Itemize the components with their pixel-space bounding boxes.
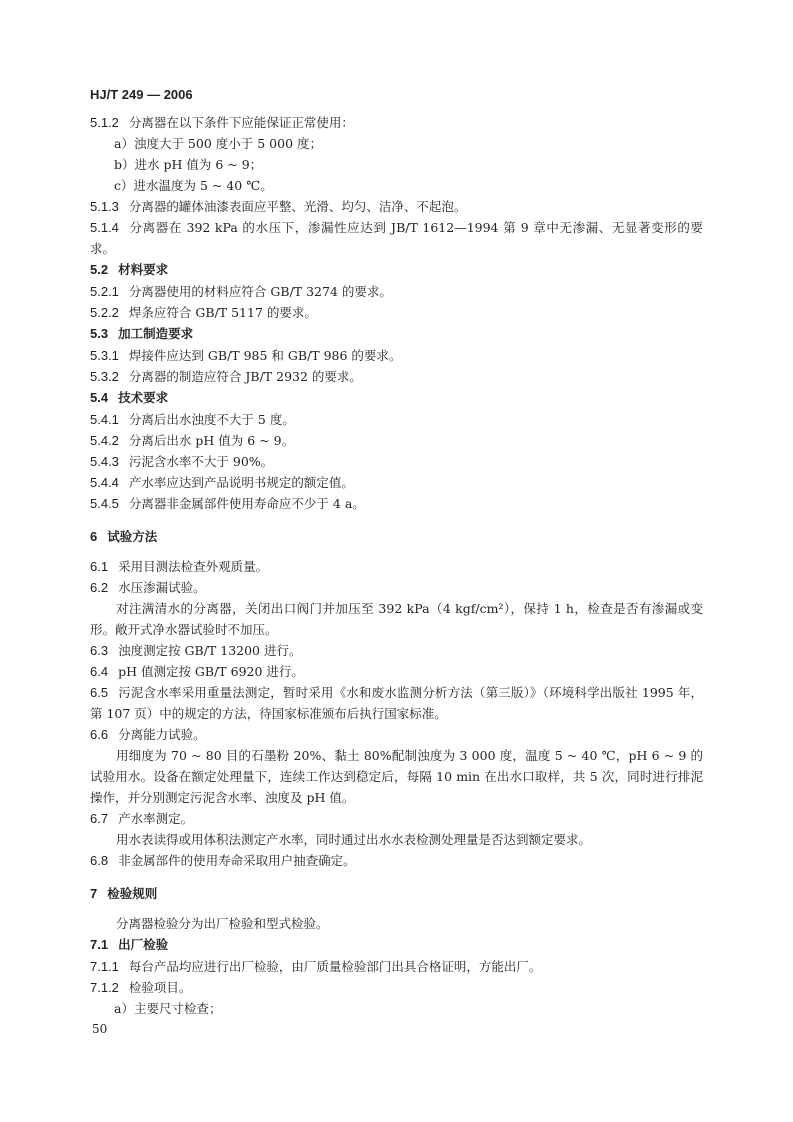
chapter-title: 检验规则 — [107, 887, 158, 901]
clause-7-1-1 — [90, 956, 703, 977]
section-number: 5.2 — [90, 262, 109, 277]
clause-5-1-4 — [90, 217, 703, 259]
clause-number: 5.4.4 — [90, 475, 119, 490]
clause-number: 5.2.2 — [90, 305, 119, 320]
clause-text: 污泥含水率采用重量法测定，暂时采用《水和废水监测分析方法（第三版）》（环境科学出版社 1995 年，第 107 页）中的规定的方法，待国家标准颁布后执行国家标准。 — [90, 685, 703, 721]
clause-6-5 — [90, 682, 703, 724]
clause-text: 分离器的罐体油漆表面应平整、光滑、均匀、洁净、不起泡。 — [128, 199, 467, 214]
paragraph-6-7: 用水表读得或用体积法测定产水率，同时通过出水水表检测处理量是否达到额定要求。 — [116, 832, 592, 847]
clause-5-1-3 — [90, 196, 703, 217]
clause-6-4 — [90, 661, 703, 682]
clause-number: 5.4.3 — [90, 454, 119, 469]
clause-number: 5.4.1 — [90, 412, 119, 427]
section-number: 5.3 — [90, 326, 109, 341]
chapter-6 — [90, 526, 703, 548]
clause-number: 5.4.5 — [90, 496, 119, 511]
section-5-2 — [90, 259, 703, 281]
clause-6-6 — [90, 724, 703, 745]
clause-number: 5.2.1 — [90, 284, 119, 299]
clause-6-3 — [90, 640, 703, 661]
list-item-c: c）进水温度为 5 ~ 40 ℃。 — [114, 178, 273, 193]
clause-text: 分离后出水浊度不大于 5 度。 — [128, 412, 295, 427]
clause-text: 分离能力试验。 — [118, 727, 206, 742]
clause-text: 产水率测定。 — [118, 811, 194, 826]
clause-number: 7.1.1 — [90, 959, 119, 974]
clause-text: 分离器使用的材料应符合 GB/T 3274 的要求。 — [128, 284, 392, 299]
clause-5-1-2 — [90, 112, 703, 133]
clause-number: 6.1 — [90, 559, 109, 574]
clause-5-3-2 — [90, 366, 703, 387]
clause-number: 5.1.3 — [90, 199, 119, 214]
clause-5-2-1 — [90, 281, 703, 302]
clause-text: 分离器的制造应符合 JB/T 2932 的要求。 — [128, 369, 362, 384]
clause-number: 5.3.1 — [90, 348, 119, 363]
clause-6-1 — [90, 556, 703, 577]
clause-5-2-2 — [90, 302, 703, 323]
clause-5-4-4 — [90, 472, 703, 493]
clause-text: 产水率应达到产品说明书规定的额定值。 — [128, 475, 354, 490]
list-item-b: b）进水 pH 值为 6 ~ 9； — [114, 157, 263, 172]
clause-text: 每台产品均应进行出厂检验，由厂质量检验部门出具合格证明，方能出厂。 — [128, 959, 542, 974]
section-5-4 — [90, 387, 703, 409]
clause-number: 5.3.2 — [90, 369, 119, 384]
clause-text: 水压渗漏试验。 — [118, 580, 206, 595]
clause-5-4-1 — [90, 409, 703, 430]
section-title: 加工制造要求 — [118, 327, 194, 341]
clause-text: 分离器在 392 kPa 的水压下，渗漏性应达到 JB/T 1612—1994 第 9 章中无渗漏、无显著变形的要求。 — [90, 220, 703, 256]
clause-number: 6.6 — [90, 727, 109, 742]
clause-5-4-3 — [90, 451, 703, 472]
chapter-title: 试验方法 — [107, 530, 158, 544]
clause-text: 检验项目。 — [128, 980, 192, 995]
clause-text: 焊条应符合 GB/T 5117 的要求。 — [128, 305, 317, 320]
clause-text: pH 值测定按 GB/T 6920 进行。 — [118, 664, 304, 679]
section-title: 技术要求 — [118, 391, 169, 405]
clause-text: 采用目测法检查外观质量。 — [118, 559, 269, 574]
clause-number: 5.1.2 — [90, 115, 119, 130]
clause-text: 分离后出水 pH 值为 6 ~ 9。 — [128, 433, 295, 448]
clause-5-3-1 — [90, 345, 703, 366]
paragraph-7: 分离器检验分为出厂检验和型式检验。 — [116, 916, 329, 931]
paragraph-6-6: 用细度为 70 ~ 80 目的石墨粉 20%、黏土 80%配制浊度为 3 000 度，温度 5 ~ 40 ℃，pH 6 ~ 9 的试验用水。设备在额定处理量下，连续工作达到稳定后，每隔 10 min 在出水口取样，共 5 次，同时进行排泥操作，并分别测定污泥含水率、浊度及 pH 值。 — [90, 748, 703, 805]
section-5-3 — [90, 323, 703, 345]
paragraph-6-2: 对注满清水的分离器，关闭出口阀门并加压至 392 kPa（4 kgf/cm²），保持 1 h，检查是否有渗漏或变形。敞开式净水器试验时不加压。 — [90, 601, 703, 637]
clause-text: 浊度测定按 GB/T 13200 进行。 — [118, 643, 302, 658]
clause-6-7 — [90, 808, 703, 829]
clause-text: 污泥含水率不大于 90%。 — [128, 454, 274, 469]
clause-6-2 — [90, 577, 703, 598]
clause-number: 6.4 — [90, 664, 109, 679]
clause-text: 分离器在以下条件下应能保证正常使用： — [128, 115, 354, 130]
clause-7-1-2 — [90, 977, 703, 998]
list-item-a: a）浊度大于 500 度小于 5 000 度； — [114, 136, 322, 151]
clause-number: 6.3 — [90, 643, 109, 658]
clause-number: 5.1.4 — [90, 220, 119, 235]
clause-6-8 — [90, 850, 703, 871]
clause-number: 7.1.2 — [90, 980, 119, 995]
document-header: HJ/T 249 — 2006 — [90, 87, 193, 102]
section-number: 5.4 — [90, 390, 109, 405]
section-7-1 — [90, 934, 703, 956]
clause-number: 6.5 — [90, 685, 109, 700]
chapter-number: 6 — [90, 529, 98, 544]
section-number: 7.1 — [90, 937, 109, 952]
list-item-a-7-1-2: a）主要尺寸检查； — [114, 1001, 222, 1016]
chapter-7 — [90, 883, 703, 905]
clause-text: 分离器非金属部件使用寿命应不少于 4 a。 — [128, 496, 365, 511]
document-body — [90, 112, 703, 1019]
section-title: 材料要求 — [118, 263, 169, 277]
clause-number: 6.2 — [90, 580, 109, 595]
clause-text: 非金属部件的使用寿命采取用户抽查确定。 — [118, 853, 356, 868]
clause-number: 5.4.2 — [90, 433, 119, 448]
clause-5-4-2 — [90, 430, 703, 451]
section-title: 出厂检验 — [118, 938, 169, 952]
clause-number: 6.7 — [90, 811, 109, 826]
clause-text: 焊接件应达到 GB/T 985 和 GB/T 986 的要求。 — [128, 348, 402, 363]
page-number: 50 — [92, 1022, 108, 1036]
chapter-number: 7 — [90, 886, 98, 901]
clause-5-4-5 — [90, 493, 703, 514]
clause-number: 6.8 — [90, 853, 109, 868]
